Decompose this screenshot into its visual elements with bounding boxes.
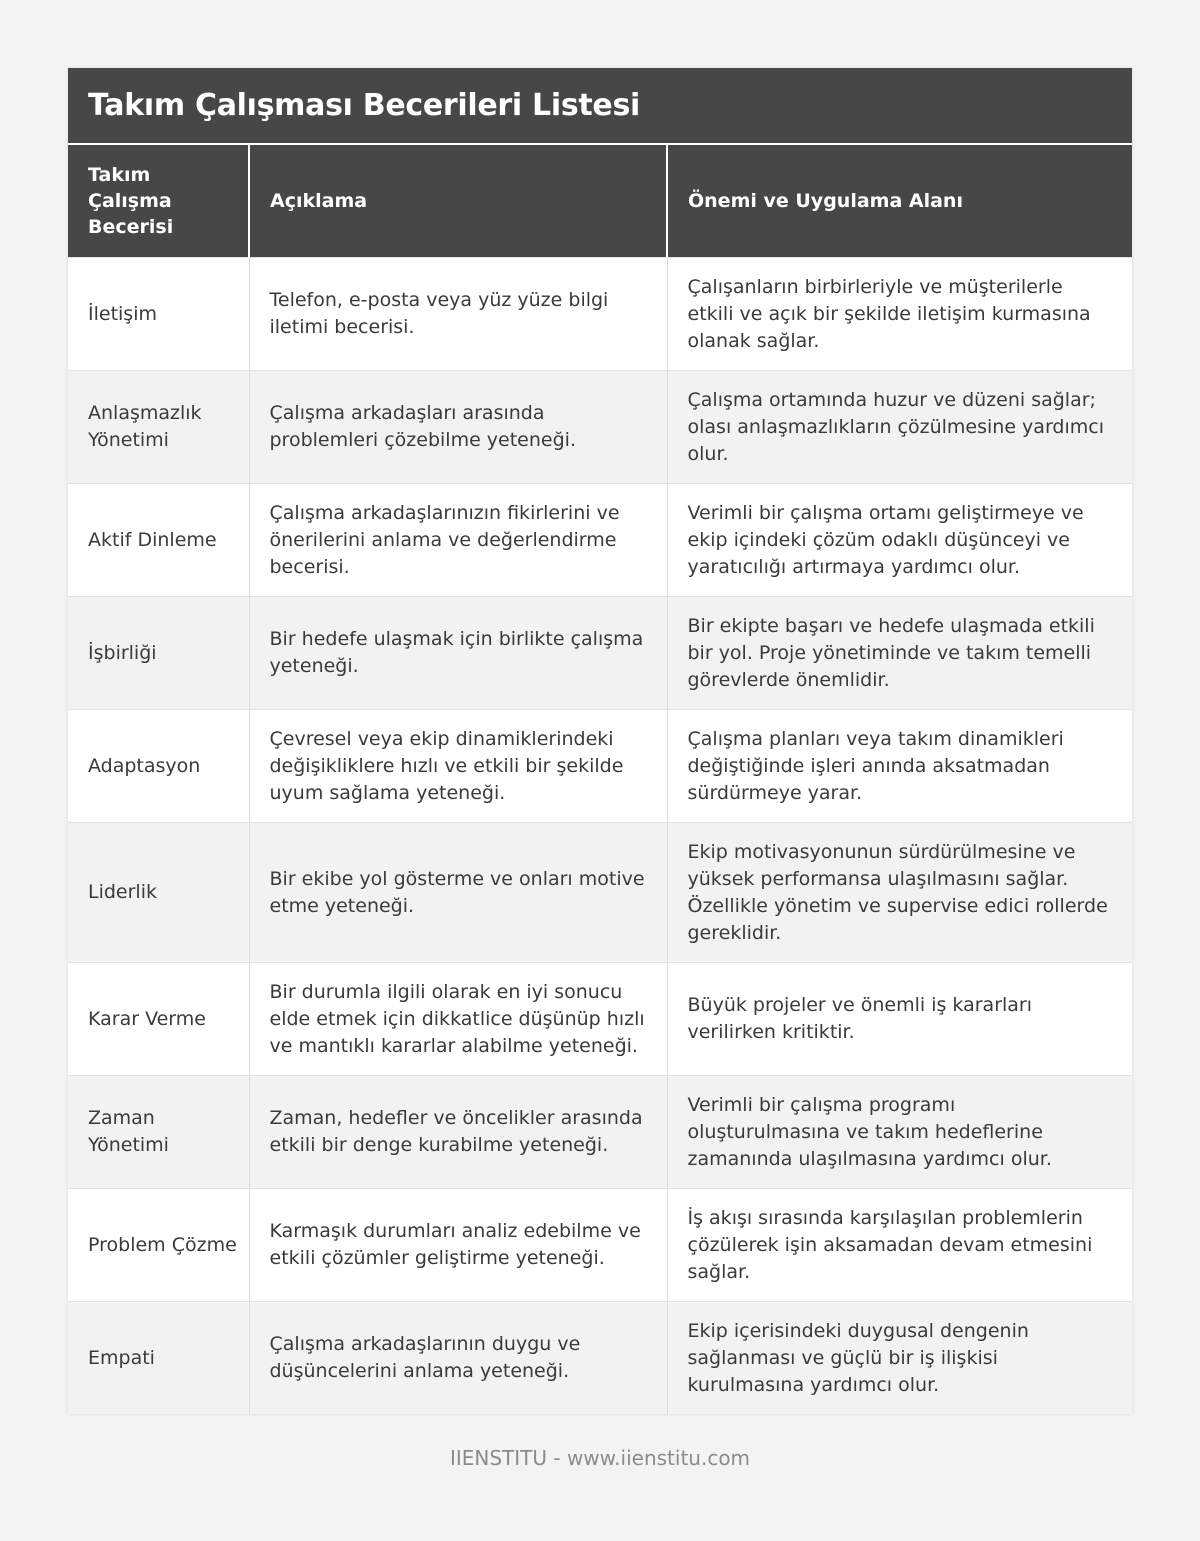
skill-cell: Problem Çözme [68,1189,249,1302]
skill-cell: Empati [68,1302,249,1415]
skill-cell: İletişim [68,258,249,371]
description-cell: Bir durumla ilgili olarak en iyi sonucu elde etmek için dikkatlice düşünüp hızlı ve mantıklı kararlar alabilme yeteneği. [249,963,667,1076]
skills-table [68,143,1132,1414]
description-cell: Zaman, hedefler ve öncelikler arasında etkili bir denge kurabilme yeteneği. [249,1076,667,1189]
table-row [68,963,1132,1076]
skills-table-card [68,68,1132,1414]
table-title: Takım Çalışması Becerileri Listesi [68,68,1132,143]
description-cell: Bir hedefe ulaşmak için birlikte çalışma yeteneği. [249,597,667,710]
description-cell: Çalışma arkadaşlarının duygu ve düşüncelerini anlama yeteneği. [249,1302,667,1415]
skill-cell: İşbirliği [68,597,249,710]
importance-cell: Çalışanların birbirleriyle ve müşterilerle etkili ve açık bir şekilde iletişim kurmasına olanak sağlar. [667,258,1132,371]
table-row [68,1302,1132,1415]
table-row [68,371,1132,484]
importance-cell: Büyük projeler ve önemli iş kararları verilirken kritiktir. [667,963,1132,1076]
table-row [68,484,1132,597]
table-row [68,258,1132,371]
skill-cell: Adaptasyon [68,710,249,823]
importance-cell: Bir ekipte başarı ve hedefe ulaşmada etkili bir yol. Proje yönetiminde ve takım temelli görevlerde önemlidir. [667,597,1132,710]
description-cell: Telefon, e-posta veya yüz yüze bilgi iletimi becerisi. [249,258,667,371]
table-row [68,597,1132,710]
table-row [68,710,1132,823]
description-cell: Çevresel veya ekip dinamiklerindeki değişikliklere hızlı ve etkili bir şekilde uyum sağlama yeteneği. [249,710,667,823]
description-cell: Çalışma arkadaşlarınızın fikirlerini ve önerilerini anlama ve değerlendirme becerisi. [249,484,667,597]
header-description: Açıklama [249,144,667,258]
skill-cell: Liderlik [68,823,249,963]
description-cell: Bir ekibe yol gösterme ve onları motive etme yeteneği. [249,823,667,963]
importance-cell: Çalışma planları veya takım dinamikleri değiştiğinde işleri anında aksatmadan sürdürmeye yarar. [667,710,1132,823]
importance-cell: Çalışma ortamında huzur ve düzeni sağlar; olası anlaşmazlıkların çözülmesine yardımcı olur. [667,371,1132,484]
description-cell: Çalışma arkadaşları arasında problemleri çözebilme yeteneği. [249,371,667,484]
footer-credit: IIENSTITU - www.iienstitu.com [449,1446,751,1470]
table-row [68,1076,1132,1189]
header-skill: Takım Çalışma Becerisi [68,144,249,258]
skill-cell: Karar Verme [68,963,249,1076]
description-cell: Karmaşık durumları analiz edebilme ve etkili çözümler geliştirme yeteneği. [249,1189,667,1302]
table-row [68,1189,1132,1302]
skill-cell: Anlaşmazlık Yönetimi [68,371,249,484]
importance-cell: Ekip içerisindeki duygusal dengenin sağlanması ve güçlü bir iş ilişkisi kurulmasına yardımcı olur. [667,1302,1132,1415]
importance-cell: Verimli bir çalışma programı oluşturulmasına ve takım hedeflerine zamanında ulaşılmasına yardımcı olur. [667,1076,1132,1189]
skill-cell: Aktif Dinleme [68,484,249,597]
skill-cell: Zaman Yönetimi [68,1076,249,1189]
header-importance: Önemi ve Uygulama Alanı [667,144,1132,258]
importance-cell: Ekip motivasyonunun sürdürülmesine ve yüksek performansa ulaşılmasını sağlar. Özellikle yönetim ve supervise edici rollerde gereklidir. [667,823,1132,963]
table-row [68,823,1132,963]
table-header-row [68,144,1132,258]
importance-cell: Verimli bir çalışma ortamı geliştirmeye ve ekip içindeki çözüm odaklı düşünceyi ve yaratıcılığı artırmaya yardımcı olur. [667,484,1132,597]
importance-cell: İş akışı sırasında karşılaşılan problemlerin çözülerek işin aksamadan devam etmesini sağlar. [667,1189,1132,1302]
